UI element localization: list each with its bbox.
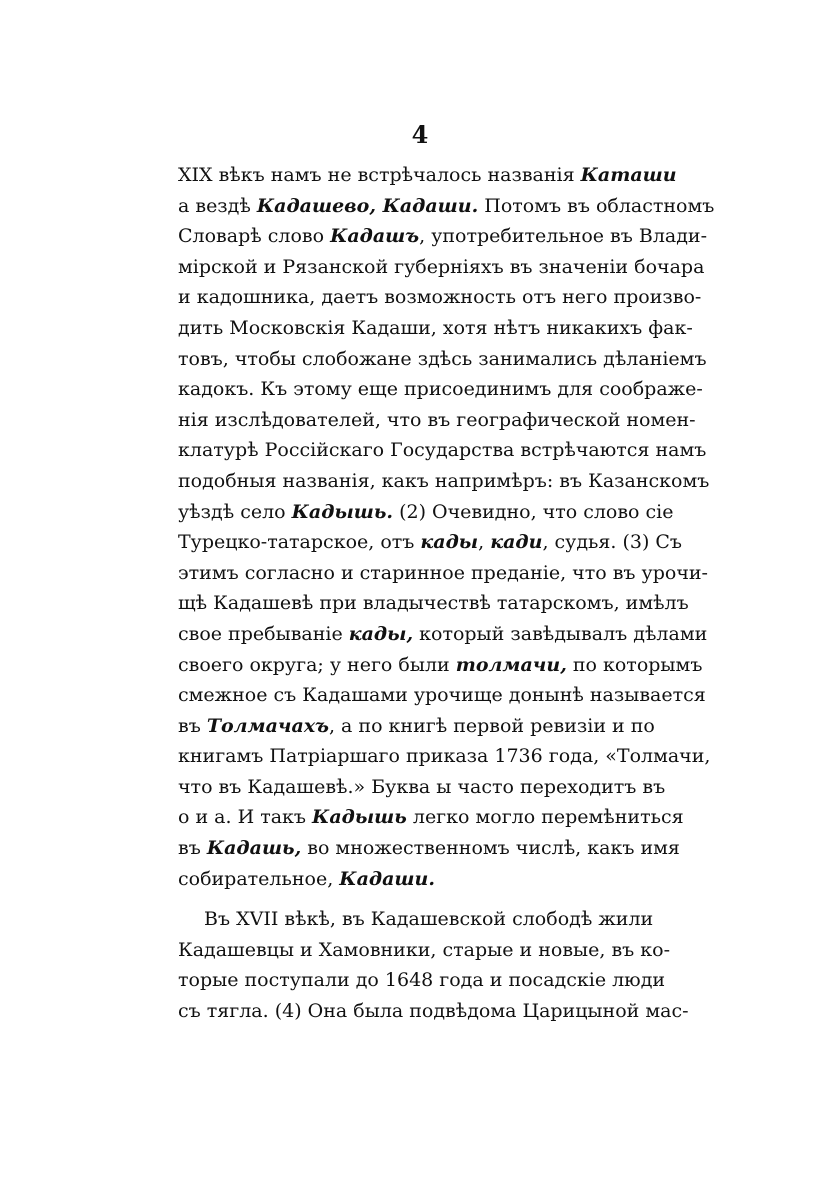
page-number: 4 bbox=[411, 120, 429, 149]
text-segment: смежное съ Кадашами урочище донынѣ называется bbox=[178, 684, 706, 707]
text-segment: въ bbox=[178, 714, 207, 737]
text-segment: который завѣдывалъ дѣлами bbox=[413, 622, 708, 645]
text-segment: мірской и Рязанской губерніяхъ въ значеніи бочара bbox=[178, 255, 705, 278]
text-segment: (2) Очевидно, что слово сіе bbox=[393, 500, 674, 523]
italic-term: Кадашъ bbox=[330, 225, 420, 248]
italic-term: кади bbox=[490, 531, 543, 554]
italic-term: Кадышь bbox=[312, 806, 407, 829]
text-segment: кадокъ. Къ этому еще присоединимъ для соображе- bbox=[178, 378, 703, 401]
text-segment: XIX вѣкъ намъ не встрѣчалось названія bbox=[178, 164, 581, 186]
text-segment: по которымъ bbox=[566, 653, 703, 676]
text-line bbox=[178, 588, 689, 619]
paragraph bbox=[178, 160, 715, 894]
paragraph-gap bbox=[178, 894, 640, 904]
italic-term: Кадышь. bbox=[291, 500, 394, 523]
text-line bbox=[178, 619, 708, 650]
text-line bbox=[178, 221, 708, 252]
text-segment: и кадошника, даетъ возможность отъ него произво- bbox=[178, 286, 702, 309]
text-segment: съ тягла. (4) Она была подвѣдома Царицыной мас- bbox=[178, 1000, 689, 1023]
italic-term: Кадашь, bbox=[206, 837, 302, 860]
text-segment: торые поступали до 1648 года и посадскіе люди bbox=[178, 969, 666, 992]
text-segment: свое пребываніе bbox=[178, 622, 349, 645]
text-segment: товъ, чтобы слобожане здѣсь занимались дѣланіемъ bbox=[178, 347, 707, 370]
text-segment: этимъ согласно и старинное преданіе, что въ урочи- bbox=[178, 561, 708, 584]
text-segment: что въ Кадашевѣ.» Буква ы часто переходитъ въ bbox=[178, 775, 666, 798]
text-segment: въ bbox=[178, 837, 207, 860]
text-segment: щѣ Кадашевѣ при владычествѣ татарскомъ, имѣлъ bbox=[178, 592, 689, 615]
text-line bbox=[178, 405, 696, 436]
text-segment: клатурѣ Россійскаго Государства встрѣчаются намъ bbox=[178, 439, 707, 462]
text-segment: Въ XVII вѣкѣ, въ Кадашевской слободѣ жили bbox=[204, 908, 654, 931]
text-line bbox=[178, 374, 703, 405]
text-line bbox=[178, 466, 710, 497]
text-segment: собирательное, bbox=[178, 867, 340, 890]
text-line bbox=[178, 160, 677, 191]
text-line bbox=[178, 741, 711, 772]
text-segment: , bbox=[478, 531, 491, 554]
text-line bbox=[178, 313, 693, 344]
text-line bbox=[178, 802, 684, 833]
text-line bbox=[178, 904, 654, 935]
text-segment: а вездѣ bbox=[178, 194, 257, 217]
text-segment: своего округа; у него были bbox=[178, 653, 456, 676]
text-line bbox=[178, 680, 706, 711]
italic-term: Толмачахъ bbox=[206, 714, 329, 737]
text-line bbox=[178, 344, 707, 375]
text-line bbox=[178, 711, 655, 742]
text-line bbox=[178, 527, 683, 558]
italic-term: Кадашево, Кадаши. bbox=[256, 194, 479, 217]
text-segment: Потомъ въ областномъ bbox=[478, 194, 715, 217]
text-line bbox=[178, 435, 707, 466]
text-line bbox=[178, 965, 666, 996]
text-segment: подобныя названія, какъ напримѣръ: въ Казанскомъ bbox=[178, 469, 710, 492]
text-line bbox=[178, 935, 671, 966]
text-line bbox=[178, 252, 705, 283]
text-segment: , судья. (3) Съ bbox=[542, 531, 683, 554]
text-segment: уѣздѣ село bbox=[178, 500, 292, 523]
text-segment: Словарѣ слово bbox=[178, 225, 331, 248]
text-line bbox=[178, 282, 702, 313]
text-line bbox=[178, 864, 640, 895]
text-segment: нія изслѣдователей, что въ географической номен- bbox=[178, 408, 696, 431]
text-line bbox=[178, 833, 680, 864]
text-segment: дить Московскія Кадаши, хотя нѣтъ никакихъ фак- bbox=[178, 316, 693, 339]
text-line bbox=[178, 772, 666, 803]
text-segment: о и а. И такъ bbox=[178, 806, 313, 829]
text-line bbox=[178, 497, 674, 528]
text-segment: Кадашевцы и Хамовники, старые и новые, въ ко- bbox=[178, 938, 671, 961]
text-segment: легко могло перемѣниться bbox=[406, 806, 684, 829]
text-line bbox=[178, 996, 689, 1027]
text-segment: Турецко-татарское, отъ bbox=[178, 531, 421, 554]
text-segment: , а по книгѣ первой ревизіи и по bbox=[328, 714, 655, 737]
text-line bbox=[178, 650, 703, 681]
italic-term: Кадаши. bbox=[339, 867, 435, 890]
paragraph bbox=[178, 904, 689, 1026]
text-line bbox=[178, 558, 708, 589]
italic-term: кады bbox=[420, 531, 479, 554]
text-segment: , употребительное въ Влади- bbox=[419, 225, 708, 248]
italic-term: кады, bbox=[348, 622, 414, 645]
text-segment: книгамъ Патріаршаго приказа 1736 года, «Толмачи, bbox=[178, 745, 711, 768]
text-segment: во множественномъ числѣ, какъ имя bbox=[301, 837, 680, 860]
text-line bbox=[178, 191, 715, 222]
italic-term: Каташи bbox=[580, 164, 677, 186]
body-text bbox=[178, 160, 715, 1027]
italic-term: толмачи, bbox=[455, 653, 567, 676]
